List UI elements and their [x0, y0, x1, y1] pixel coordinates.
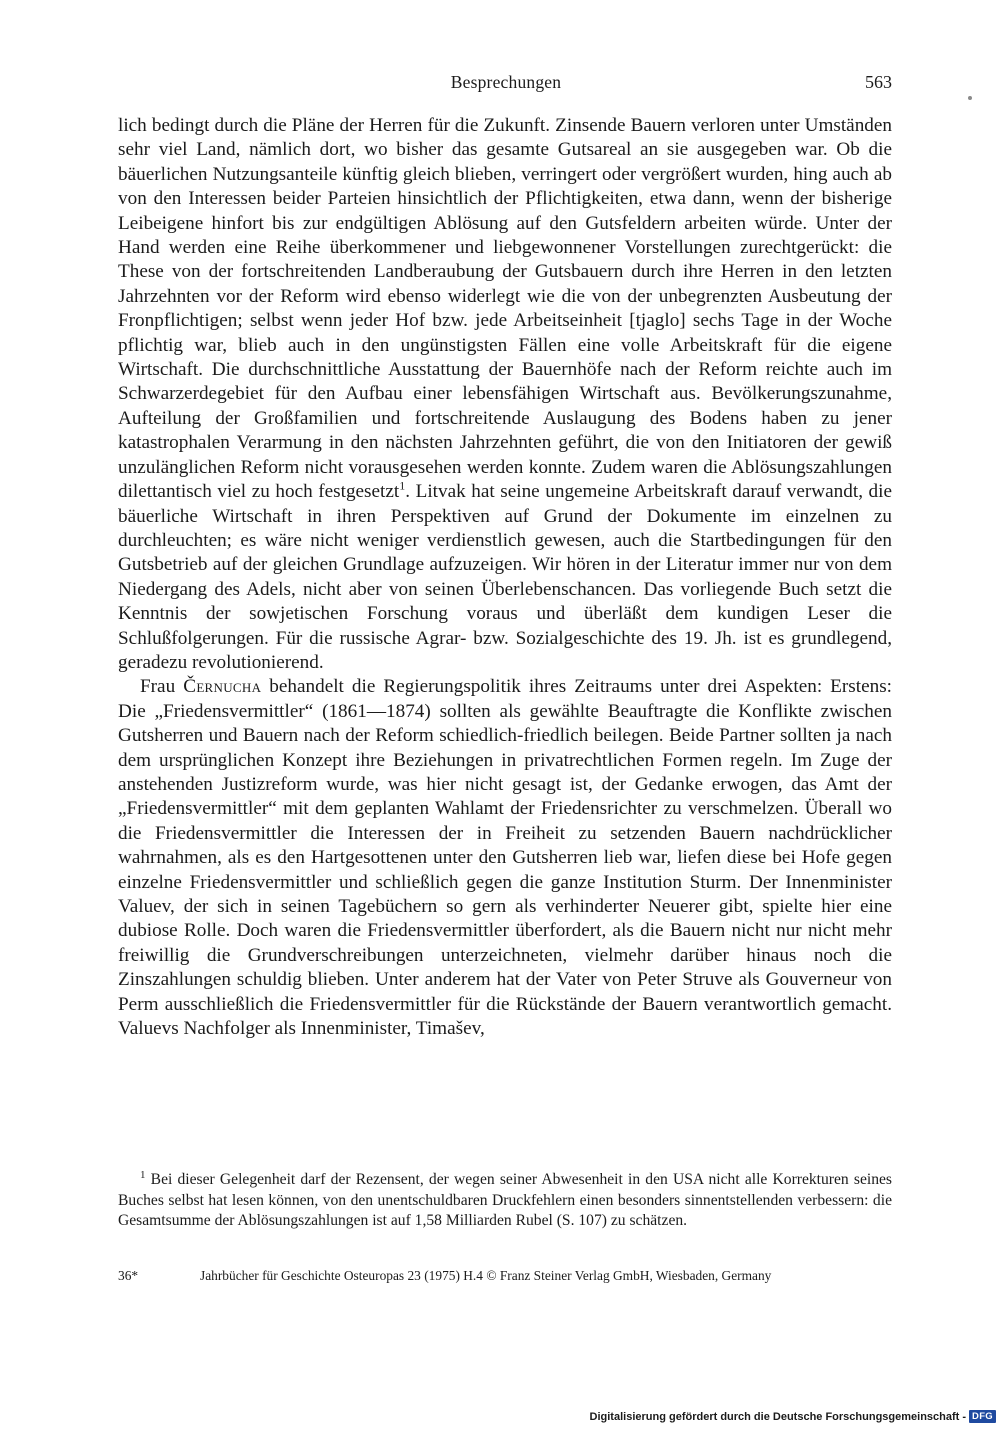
digitization-notice-text: Digitalisierung gefördert durch die Deutsche Forschungsgemeinschaft - — [589, 1410, 967, 1423]
paragraph-1-continuation: . Litvak hat seine ungemeine Arbeitskraft darauf verwandt, die bäuerliche Wirtschaft in ihren Perspektiven auf Grund der Dokumente im einzelnen zu durchleuchten; es wäre nicht weniger verdienstlich gewesen, auch die Startbedingungen für den Gutsbetrieb auf der gleichen Grundlage aufzuzeigen. Wir hören in der Literatur immer nur von dem Niedergang des Adels, nicht aber von seinen Überlebenschancen. Das vorliegende Buch setzt die Kenntnis der sowjetischen Forschung voraus und überläßt dem kundigen Leser die Schlußfolgerungen. Für die russische Agrar- bzw. Sozialgeschichte des 19. Jh. ist es grundlegend, geradezu revolutionierend. — [118, 481, 892, 673]
paragraph-1 — [118, 114, 892, 675]
footnote-1 — [118, 1170, 892, 1232]
article-body — [118, 114, 892, 1041]
paragraph-2-text: behandelt die Regierungspolitik ihres Zeitraums unter drei Aspekten: Erstens: Die „Friedensvermittler“ (1861—1874) sollten als gewählte Beauftragte die Konflikte zwischen Gutsherren und Bauern nach der Reform schiedlich-friedlich beilegen. Beide Partner sollten ja nach dem ursprünglichen Konzept ihre Beziehungen in privatrechtlichen Formen regeln. Im Zuge der anstehenden Justizreform wurde, was hier nicht gesagt ist, der Gedanke erwogen, das Amt der „Friedensvermittler“ mit dem geplanten Wahlamt der Friedensrichter zu verschmelzen. Überall wo die Friedensvermittler die Interessen der in Freiheit zu setzenden Bauern nachdrücklicher wahrnahmen, als es den Hartgesottenen unter den Gutsherren lieb war, liefen diese bei Hofe gegen einzelne Friedensvermittler und schließlich gegen die ganze Institution Sturm. Der Innenminister Valuev, der sich in seinen Tagebüchern so gern als verhinderter Neuerer gibt, spielte hier eine dubiose Rolle. Doch waren die Friedensvermittler überfordert, als die Bauern nicht nur nicht mehr freiwillig die Grundverschreibungen unterzeichneten, vielmehr darüber hinaus noch die Zinszahlungen schuldig blieben. Unter anderem hat der Vater von Peter Struve als Gouverneur von Perm ausschließlich die Friedensvermittler für die Rückstände der Bauern verantwortlich gemacht. Valuevs Nachfolger als Innenminister, Timašev, — [118, 676, 892, 1040]
page-header — [120, 72, 892, 102]
digitization-notice — [590, 1410, 996, 1423]
paragraph-2 — [118, 675, 892, 1041]
journal-citation: Jahrbücher für Geschichte Osteuropas 23 (1975) H.4 © Franz Steiner Verlag GmbH, Wiesbaden, Germany — [200, 1268, 772, 1283]
scan-artifact — [968, 96, 972, 100]
signature-code: 36* — [118, 1268, 139, 1283]
page-number: 563 — [865, 72, 892, 92]
paragraph-2-start: Frau — [140, 676, 184, 698]
imprint-line — [118, 1268, 898, 1284]
running-head: Besprechungen — [450, 72, 562, 92]
footnote-reference: 1 — [399, 478, 406, 493]
dfg-logo-icon: DFG — [969, 1410, 996, 1423]
footnote-text: Bei dieser Gelegenheit darf der Rezensent, der wegen seiner Abwesenheit in den USA nicht alle Korrekturen seines Buches selbst hat lesen können, von den unentschuldbaren Druckfehlern einen besonders sinnentstellenden verbessern: die Gesamtsumme der Ablösungszahlungen ist auf 1,58 Milliarden Rubel (S. 107) zu schätzen. — [118, 1171, 892, 1230]
author-name: Černucha — [183, 676, 262, 698]
paragraph-1-text: lich bedingt durch die Pläne der Herren für die Zukunft. Zinsende Bauern verloren unter Umständen sehr viel Land, nämlich dort, wo bisher das gesamte Gutsareal an sie ausgegeben war. Ob die bäuerlichen Nutzungsanteile künftig gleich blieben, verringert oder vergrößert wurden, hing auch ab von den Interessen beider Parteien hinsichtlich der Pflichtigkeiten, etwa dann, wenn der bisherige Leibeigene hinfort bis zur endgültigen Ablösung auf den Gutsfeldern arbeiten würde. Unter der Hand werden eine Reihe überkommener und liebgewonnener Vorstellungen zurechtgerückt: die These von der fortschreitenden Landberaubung der Gutsbauern durch ihre Herren in den letzten Jahrzehnten vor der Reform wird ebenso widerlegt wie die von der unbegrenzten Ausbeutung der Fronpflichtigen; selbst wenn jeder Hof bzw. jede Arbeitseinheit [tjaglo] sechs Tage in der Woche pflichtig war, blieb auch in den ungünstigsten Fällen eine volle Arbeitskraft für die eigene Wirtschaft. Die durchschnittliche Ausstattung der Bauernhöfe nach der Reform reichte auch im Schwarzerdegebiet für den Aufbau einer lebensfähigen Wirtschaft aus. Bevölkerungszunahme, Aufteilung der Großfamilien und fortschreitende Auslaugung des Bodens haben zu jener katastrophalen Verarmung in den nächsten Jahrzehnten geführt, die von den Initiatoren der gewiß unzulänglichen Reform nicht vorausgesehen werden konnte. Zudem waren die Ablösungszahlungen dilettantisch viel zu hoch festgesetzt — [118, 115, 892, 503]
footnote — [118, 1170, 892, 1232]
footnote-marker: 1 — [140, 1168, 146, 1181]
